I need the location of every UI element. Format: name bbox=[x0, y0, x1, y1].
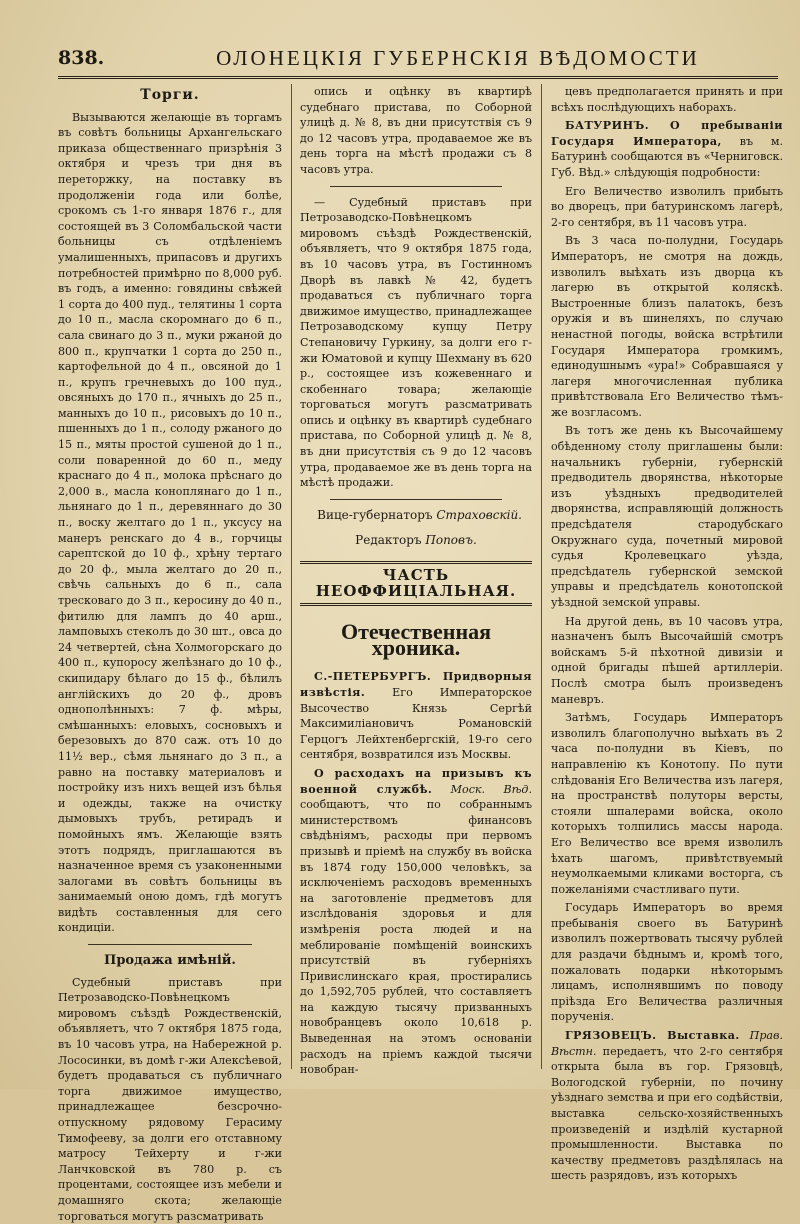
column-2 bbox=[300, 84, 532, 1077]
bailiff-notice: — Судебный приставъ при Петрозаводско-Повѣнецкомъ мировомъ съѣздѣ Рождественскій, объявляетъ, что 9 октября 1875 года, въ 10 часовъ утра, въ Гостинномъ Дворѣ въ лавкѣ № 42, будетъ продаваться съ публичнаго торга движимое имущество, принадлежащее Петрозаводскому купцу Петру Степановичу Гуркину, за долги его г-жи Юматовой и купцу Шехману въ 620 р., состоящее изъ кожевеннаго и скобеннаго товара; желающіе торговаться могутъ разсматривать опись и оцѣнку въ квартирѣ судебнаго пристава, по Соборной улицѣ д. № 8, въ дни присутствія съ 9 до 12 часовъ утра, продаваемое же въ день торга на мѣстѣ продажи. bbox=[300, 195, 532, 490]
petersburg-news: С.-ПЕТЕРБУРГЪ. Придворныя извѣстія. Его Императорское Высочество Князь Сергѣй Максимиліановичъ Романовскій Герцогъ Лейхтенбергскій, 19-го сего сентября, возвратился изъ Москвы. bbox=[300, 670, 532, 762]
conscription-expenses: О расходахъ на призывъ къ военной службѣ. Моск. Вѣд. сообщаютъ, что по собраннымъ министерствомъ финансовъ свѣдѣніямъ, расходы при первомъ призывѣ и пріемѣ на службу въ войска въ 1874 году 150,000 человѣкъ, за исключеніемъ расходовъ временныхъ на заготовленіе предметовъ для изслѣдованія здоровья и для измѣренія роста людей и на меблированіе помѣщеній воинскихъ присутствій въ губерніяхъ Привислинскаго края, простирались до 1,592,705 рублей, что составляетъ на каждую тысячу призванныхъ новобранцевъ около 10,618 р. Выведенная на этомъ основаніи расходъ на пріемъ каждой тысячи новобран- bbox=[300, 766, 532, 1077]
conscription-continuation: цевъ предполагается принять и при всѣхъ послѣдующихъ наборахъ. bbox=[551, 85, 783, 114]
auction-notice: Вызываются желающіе въ торгамъ въ совѣтъ больницы Архангельскаго приказа общественнаго призрѣнія 3 октября и чрезъ три дня въ переторжку, на поставку въ продолженіи года или болѣе, срокомъ съ 1-го января 1876 г., для состоящей въ 3 Соломбальской части больницы съ отдѣленіемъ умалишенныхъ, припасовъ и другихъ потребностей примѣрно по 8,000 руб. въ годъ, а именно: говядины свѣжей 1 сорта до 400 пуд., телятины 1 сорта до 10 п., масла скоромнаго до 6 п., сала свинаго до 3 п., муки ржаной до 800 п., крупчатки 1 сорта до 250 п., картофельной до 4 п., овсяной до 1 п., крупъ гречневыхъ до 100 пуд., овсяныхъ до 170 п., ячныхъ до 25 п., манныхъ до 10 п., рисовыхъ до 10 п., пшенныхъ до 1 п., солоду ржаного до 15 п., мяты простой сушеной до 1 п., соли поваренной до 60 п., меду краснаго до 4 п., молока прѣснаго до 2,000 в., масла коноплянаго до 1 п., льнянаго до 1 п., деревяннаго до 30 п., воску желтаго до 1 п., уксусу на манеръ ренскаго до 4 в., горчицы сарептской до 10 ф., хрѣну тертаго до 20 ф., мыла желтаго до 20 п., свѣчь сальныхъ до 6 п., сала тресковаго до 3 п., керосину до 40 п., фитилю для лампъ до 40 арш., ламповыхъ стеколъ до 30 шт., овса до 24 четвертей, сѣна Холмогорскаго до 400 п., купоросу желѣзнаго до 10 ф., скипидару бѣлаго до 15 ф., бѣлилъ англійскихъ до 20 ф., дровъ однополѣнныхъ: 7 ф. мѣры, смѣшанныхъ: еловыхъ, сосновыхъ и березовыхъ до 870 саж. отъ 10 до 11½ вер., сѣмя льнянаго до 3 п., а равно на поставку материаловъ и постройку изъ нихъ вещей изъ бѣлья и одежды, также на очистку дымовыхъ трубъ, ретирадъ и помойныхъ ямъ. Желающіе взять этотъ подрядъ, приглашаются въ назначенное время съ узаконенными залогами въ совѣтъ больницы въ занимаемый оною домъ, гдѣ могутъ видѣть составленныя для сего кондиціи. bbox=[58, 110, 282, 935]
chronicle-heading: Отечественная хроника. bbox=[340, 619, 492, 660]
baturin-news: БАТУРИНЪ. О пребываніи Государя Императора, въ м. Батуринѣ сообщаются въ «Черниговск. Губ. Вѣд.» слѣдующія подробности: bbox=[551, 119, 783, 179]
divider bbox=[88, 944, 252, 945]
divider bbox=[330, 499, 502, 500]
editor-signature: Редакторъ Поповъ. bbox=[355, 533, 477, 548]
unofficial-part-heading: ЧАСТЬ НЕОФФИЦІАЛЬНАЯ. bbox=[300, 561, 532, 606]
baturin-donation: Государь Императоръ во время пребыванія своего въ Батуринѣ изволилъ пожертвовать тысячу рублей для раздачи бѣднымъ и, кромѣ того, пожаловать подарки нѣкоторымъ лицамъ, исполнявшимъ по поводу пріѣзда Его Величества различныя порученія. bbox=[551, 901, 783, 1024]
column-divider bbox=[291, 84, 292, 1069]
column-1 bbox=[58, 84, 282, 1223]
divider bbox=[330, 186, 502, 187]
notice-continuation: опись и оцѣнку въ квартирѣ судебнаго пристава, по Соборной улицѣ д. № 8, въ дни присутствія съ 9 до 12 часовъ утра, продаваемое же въ день торга на мѣстѣ продажи съ 8 часовъ утра. bbox=[300, 85, 532, 176]
section-heading-auctions: Торги. bbox=[140, 87, 200, 103]
baturin-departure: Затѣмъ, Государь Императоръ изволилъ благополучно выѣхать въ 2 часа по-полудни въ Кіевъ, по направленію къ Конотопу. По пути слѣдованія Его Величества изъ лагеря, на пространствѣ полуторы версты, стояли шпалерами войска, около которыхъ толпились массы народа. Его Величество все время изволилъ ѣхать шагомъ, привѣтствуемый неумолкаемыми кликами восторга, съ пожеланіями счастливаго пути. bbox=[551, 711, 783, 896]
newspaper-title: ОЛОНЕЦКІЯ ГУБЕРНСКІЯ ВѢДОМОСТИ bbox=[216, 45, 700, 70]
vice-governor-signature: Вице-губернаторъ Страховскій. bbox=[317, 507, 522, 522]
section-heading-estate-sales: Продажа имѣній. bbox=[104, 953, 236, 969]
baturin-review: Въ 3 часа по-полудни, Государь Императоръ, не смотря на дождь, изволилъ выѣхать изъ дворца къ лагерю въ открытой коляскѣ. Выстроенные близъ палатокъ, безъ оружія и въ шинеляхъ, по случаю ненастной погоды, войска встрѣтили Государя Императора громкимъ, единодушнымъ «ура!» Собравшаяся у лагеря многочисленная публика привѣтствовала Его Величество тѣмъ-же возгласомъ. bbox=[551, 234, 783, 419]
baturin-arrival: Его Величество изволилъ прибыть во дворецъ, при батуринскомъ лагерѣ, 2-го сентября, въ 11 часовъ утра. bbox=[551, 184, 783, 229]
gryazovets-exhibition: ГРЯЗОВЕЦЪ. Выставка. Прав. Вѣстн. передаетъ, что 2-го сентября открыта была въ гор. Грязовцѣ, Вологодской губерніи, по почину уѣзднаго земства и при его содѣйствіи, выставка сельско-хозяйственныхъ произведеній и издѣлій кустарной промышленности. Выставка по качеству предметовъ раздѣлялась на шесть разрядовъ, изъ которыхъ bbox=[551, 1029, 784, 1183]
page-header bbox=[58, 40, 778, 79]
baturin-dinner: Въ тотъ же день къ Высочайшему обѣденному столу приглашены были: начальникъ губерніи, губернскій предводитель дворянства, нѣкоторые изъ уѣздныхъ предводителей дворянства, исправляющій должность предсѣдателя стародубскаго Окружнаго суда, почетный мировой судья Кролевецкаго уѣзда, предсѣдатель губернской земской управы и предсѣдатель конотопской уѣздной земской управы. bbox=[551, 424, 783, 609]
page-number: 838. bbox=[58, 47, 105, 69]
estate-sale-notice: Судебный приставъ при Петрозаводско-Повѣнецкомъ мировомъ съѣздѣ Рождественскій, объявляетъ, что 7 октября 1875 года, въ 10 часовъ утра, на Набережной р. Лососинки, въ домѣ г-жи Алексѣевой, будетъ продаваться съ публичнаго торга движимое имущество, принадлежащее безсрочно-отпускному рядовому Герасиму Тимофееву, за долги его отставному матросу Тейхерту и г-жи Ланчковской въ 780 р. съ процентами, состоящее изъ мебели и домашняго скота; желающіе торговаться могутъ разсматривать bbox=[58, 975, 282, 1223]
column-divider bbox=[541, 84, 542, 1069]
column-3 bbox=[551, 84, 784, 1183]
baturin-parade: На другой день, въ 10 часовъ утра, назначенъ былъ Высочайшій смотръ войскамъ 5-й пѣхотной дивизіи и одной бригады пѣшей артиллеріи. Послѣ смотра былъ произведенъ маневръ. bbox=[551, 614, 783, 706]
